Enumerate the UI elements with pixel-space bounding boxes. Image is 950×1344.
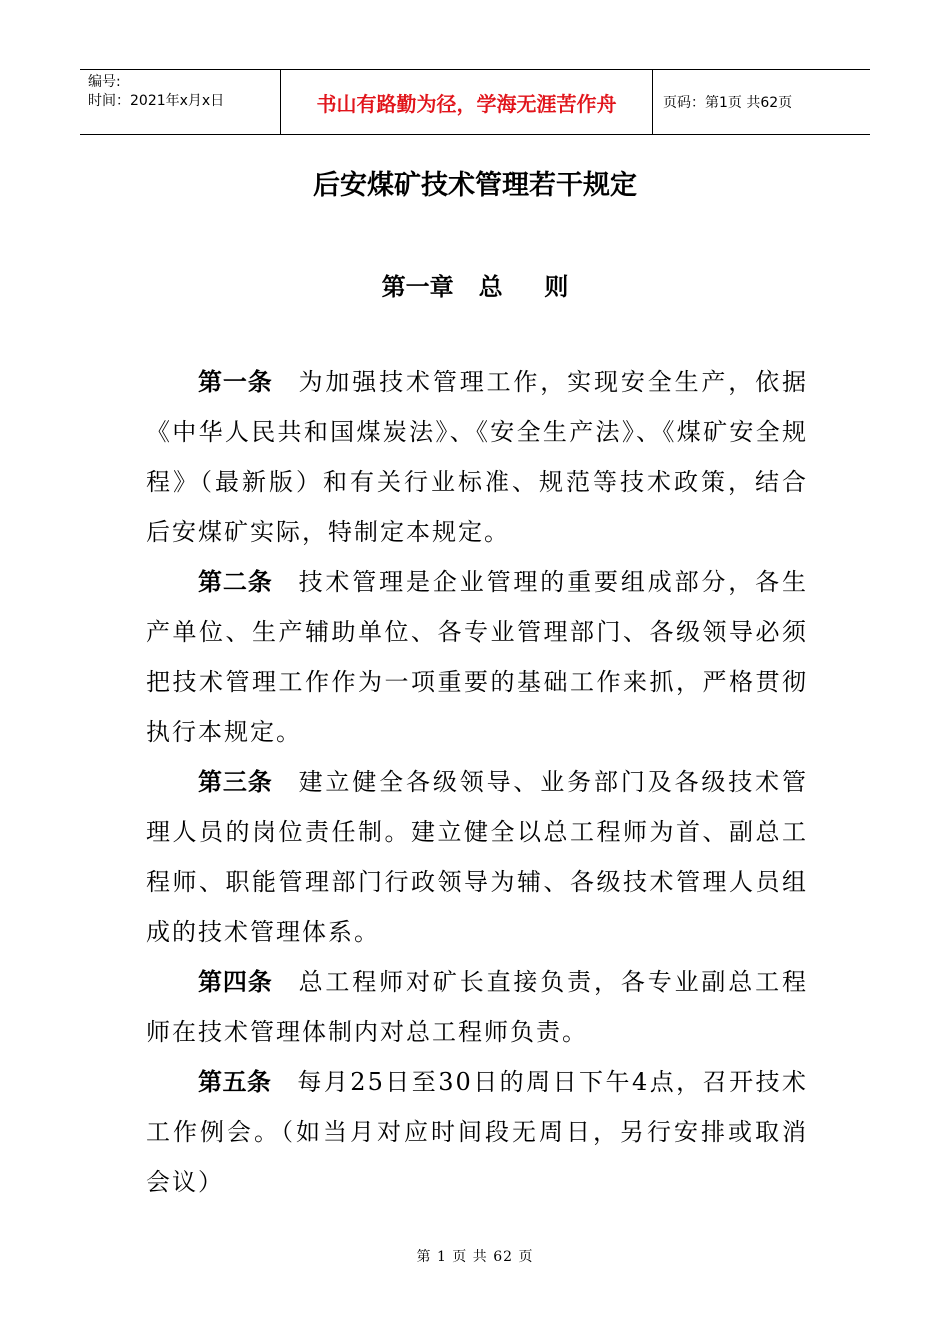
article-3 [146,757,808,957]
article-label: 第一条 [198,368,273,396]
article-text: 建立健全各级领导、业务部门及各级技术管理人员的岗位责任制。建立健全以总工程师为首、副总工程师、职能管理部门行政领导为辅、各级技术管理人员组成的技术管理体系。 [146,768,809,946]
page-footer: 第 1 页 共 62 页 [416,1249,534,1265]
header-page-info: 页码：第1页 共62页 [663,95,793,111]
article-label: 第四条 [198,968,273,996]
article-label: 第三条 [198,768,273,796]
header-meta [80,70,281,134]
chapter-heading: 第一章 总 则 [381,273,569,301]
article-text: 技术管理是企业管理的重要组成部分，各生产单位、生产辅助单位、各专业管理部门、各级领导必须把技术管理工作作为一项重要的基础工作来抓，严格贯彻执行本规定。 [146,568,809,746]
article-text: 为加强技术管理工作，实现安全生产，依据《中华人民共和国煤炭法》、《安全生产法》、《煤矿安全规程》（最新版）和有关行业标准、规范等技术政策，结合后安煤矿实际，特制定本规定。 [146,368,809,546]
time-label: 时间：2021年x月x日 [88,93,225,109]
document-body [146,357,808,1207]
article-1 [146,357,808,557]
article-text: 每月25日至30日的周日下午4点，召开技术工作例会。（如当月对应时间段无周日，另行安排或取消会议） [146,1068,809,1196]
article-text: 总工程师对矿长直接负责，各专业副总工程师在技术管理体制内对总工程师负责。 [146,968,809,1046]
article-label: 第二条 [198,568,273,596]
header-motto: 书山有路勤为径，学海无涯苦作舟 [281,70,653,134]
page-header [80,69,870,135]
article-2 [146,557,808,757]
number-label: 编号: [88,74,121,90]
article-5 [146,1057,808,1207]
document-title: 后安煤矿技术管理若干规定 [313,170,637,201]
article-label: 第五条 [198,1068,272,1096]
article-4 [146,957,808,1057]
